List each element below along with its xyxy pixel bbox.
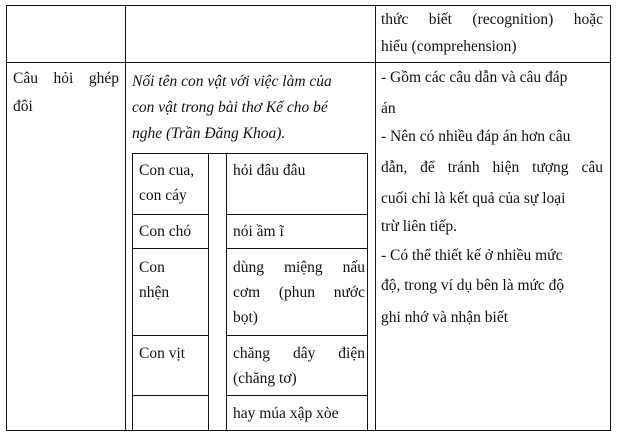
notes-line-4: dẫn, để tránh hiện tượng câu (381, 159, 603, 176)
matching-right-row-divider (226, 214, 368, 215)
matching-col-divider-a (208, 153, 209, 431)
example-prompt-line2: con vật trong bài thơ Kể cho bé (132, 99, 328, 116)
matching-right-row-divider (226, 335, 368, 336)
animal-cell-4: Con vịt (139, 345, 186, 362)
question-type-label-line1: Câu hỏi ghép (13, 70, 119, 87)
matching-left-row-divider (132, 214, 209, 215)
notes-line-1: - Gồm các câu dẫn và câu đáp (381, 69, 568, 86)
top-row-col3-line1: thức biết (recognition) hoặc (381, 11, 603, 28)
example-prompt-line1: Nối tên con vật với việc làm của (132, 73, 332, 90)
matching-left-row-divider (132, 248, 209, 249)
table-col-divider-2 (375, 5, 376, 431)
animal-cell-2: Con chó (139, 223, 192, 240)
matching-table-top (132, 153, 368, 154)
example-prompt-line3: nghe (Trần Đăng Khoa). (132, 125, 286, 142)
notes-line-6: trừ liên tiếp. (381, 218, 457, 235)
matching-col-divider-b (226, 153, 227, 431)
action-cell-2: nói ầm ĩ (233, 223, 284, 240)
table-border-top (6, 5, 611, 6)
table-border-bottom (6, 430, 611, 431)
animal-cell-3: Con nhện (139, 259, 170, 301)
notes-line-2: án (381, 100, 396, 117)
notes-line-7: - Có thể thiết kế ở nhiều mức (381, 247, 563, 264)
notes-line-5: cuối chỉ là kết quả của sự loại (381, 190, 566, 207)
matching-right-row-divider (226, 395, 368, 396)
matching-table-left (132, 153, 133, 431)
matching-left-row-divider (132, 335, 209, 336)
table-border-right (610, 5, 611, 431)
notes-line-8: độ, trong ví dụ bên là mức độ (381, 277, 565, 294)
notes-line-9: ghi nhớ và nhận biết (381, 309, 509, 326)
notes-line-3: - Nên có nhiều đáp án hơn câu (381, 128, 571, 145)
question-type-label-line2: đôi (13, 98, 33, 115)
animal-cell-1: Con cua, con cáy (139, 162, 195, 204)
matching-table-right (367, 153, 368, 431)
matching-right-row-divider (226, 248, 368, 249)
top-row-col3-line2: hiểu (comprehension) (381, 38, 517, 55)
action-cell-5: hay múa xập xòe (233, 405, 339, 422)
table-border-left (6, 5, 7, 431)
action-cell-1: hỏi đâu đâu (233, 162, 306, 179)
matching-left-row-divider (132, 395, 209, 396)
table-col-divider-1 (125, 5, 126, 431)
table-row-divider (6, 62, 611, 63)
action-cell-4: chăng dây điện (chăng tơ) (233, 345, 365, 387)
action-cell-3: dùng miệng nấu cơm (phun nước bọt) (233, 259, 365, 326)
